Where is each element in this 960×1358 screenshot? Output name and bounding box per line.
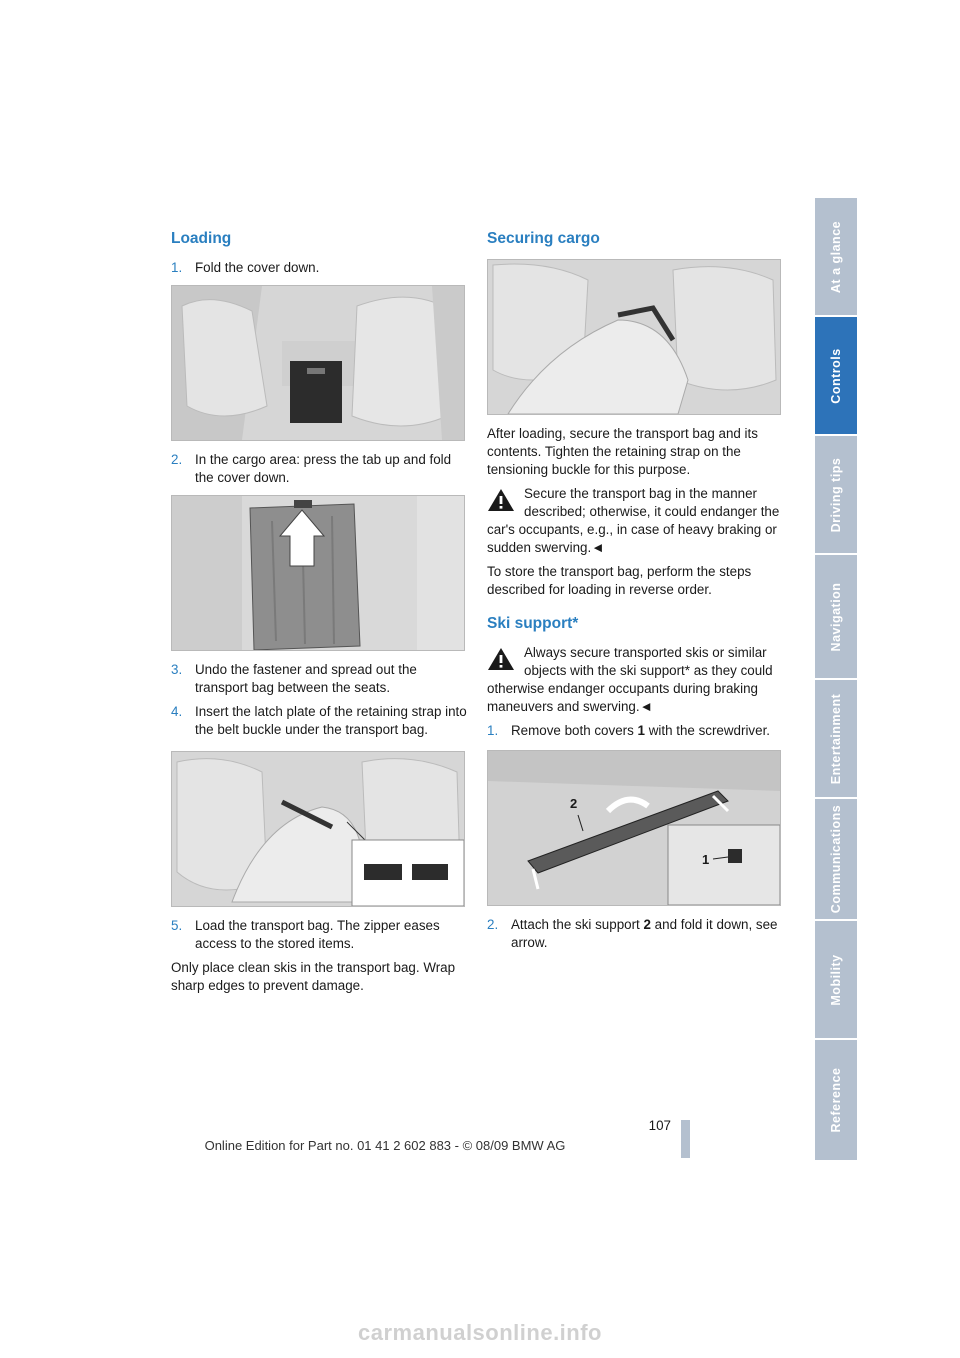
warning-icon bbox=[487, 487, 515, 512]
storing-paragraph: To store the transport bag, perform the steps described for loading in reverse order. bbox=[487, 564, 752, 597]
loading-step-2 bbox=[171, 451, 467, 487]
figure-cargo-tab bbox=[171, 495, 465, 651]
step-text: Insert the latch plate of the retaining strap into the belt buckle under the transport bag. bbox=[195, 704, 467, 737]
step-number: 3. bbox=[171, 662, 183, 677]
tab-driving-tips[interactable]: Driving tips bbox=[815, 436, 857, 553]
tab-communications[interactable]: Communications bbox=[815, 799, 857, 919]
loading-step-4 bbox=[171, 703, 467, 739]
step-text: Fold the cover down. bbox=[195, 260, 320, 275]
figure-label-2: 2 bbox=[570, 796, 578, 811]
step-text: In the cargo area: press the tab up and fold the cover down. bbox=[195, 452, 452, 485]
right-column bbox=[487, 228, 783, 958]
ski-step-1 bbox=[487, 722, 783, 740]
ski-step-2 bbox=[487, 916, 783, 952]
step-text-post: and fold it down, see arrow. bbox=[511, 917, 778, 950]
tab-mobility[interactable]: Mobility bbox=[815, 921, 857, 1038]
warning-text: Secure the transport bag in the manner described; otherwise, it could endanger the car's occupants, e.g., in case of heavy braking or sudden swerving.◄ bbox=[487, 486, 780, 555]
step-text: Undo the fastener and spread out the transport bag between the seats. bbox=[195, 662, 417, 695]
page-number: 107 bbox=[648, 1118, 671, 1133]
loading-step-3 bbox=[171, 661, 467, 697]
figure-fold-cover bbox=[171, 285, 465, 441]
step-text-pre: Attach the ski support bbox=[511, 917, 644, 932]
loading-note: Only place clean skis in the transport bag. Wrap sharp edges to prevent damage. bbox=[171, 960, 456, 993]
watermark: carmanualsonline.info bbox=[358, 1320, 602, 1345]
warning-ski-support bbox=[487, 644, 783, 716]
step-text-post: with the screwdriver. bbox=[644, 723, 771, 738]
step-text-pre: Remove both covers bbox=[511, 723, 638, 738]
securing-cargo-heading: Securing cargo bbox=[487, 230, 600, 247]
figure-ski-support bbox=[487, 750, 781, 906]
step-number: 1. bbox=[171, 260, 183, 275]
warning-icon bbox=[487, 646, 515, 671]
tab-reference[interactable]: Reference bbox=[815, 1040, 857, 1160]
step-number: 1. bbox=[487, 723, 499, 738]
warning-text: Always secure transported skis or similar objects with the ski support* as they could otherwise endanger occupants during braking maneuvers and swerving.◄ bbox=[487, 645, 773, 714]
step-ref: 2 bbox=[643, 917, 651, 932]
tab-navigation[interactable]: Navigation bbox=[815, 555, 857, 678]
step-number: 2. bbox=[487, 917, 499, 932]
tab-entertainment[interactable]: Entertainment bbox=[815, 680, 857, 797]
footer bbox=[0, 1138, 960, 1153]
warning-securing bbox=[487, 485, 783, 557]
ski-support-heading: Ski support* bbox=[487, 615, 579, 632]
loading-step-1 bbox=[171, 259, 467, 277]
step-number: 5. bbox=[171, 918, 183, 933]
step-ref: 1 bbox=[637, 723, 645, 738]
loading-step-5 bbox=[171, 917, 467, 953]
securing-paragraph: After loading, secure the transport bag and its contents. Tighten the retaining strap on the tensioning buckle for this purpose. bbox=[487, 426, 758, 477]
footer-text: Online Edition for Part no. 01 41 2 602 883 - © 08/09 BMW AG bbox=[204, 1138, 566, 1153]
chapter-sidebar bbox=[815, 198, 857, 1160]
loading-heading: Loading bbox=[171, 230, 232, 247]
figure-label-1: 1 bbox=[702, 852, 710, 867]
step-number: 2. bbox=[171, 452, 183, 467]
figure-belt-buckle bbox=[171, 751, 465, 907]
tab-controls[interactable]: Controls bbox=[815, 317, 857, 434]
left-column bbox=[171, 228, 467, 1001]
figure-securing-cargo bbox=[487, 259, 781, 415]
tab-at-a-glance[interactable]: At a glance bbox=[815, 198, 857, 315]
step-number: 4. bbox=[171, 704, 183, 719]
step-text: Load the transport bag. The zipper eases access to the stored items. bbox=[195, 918, 440, 951]
